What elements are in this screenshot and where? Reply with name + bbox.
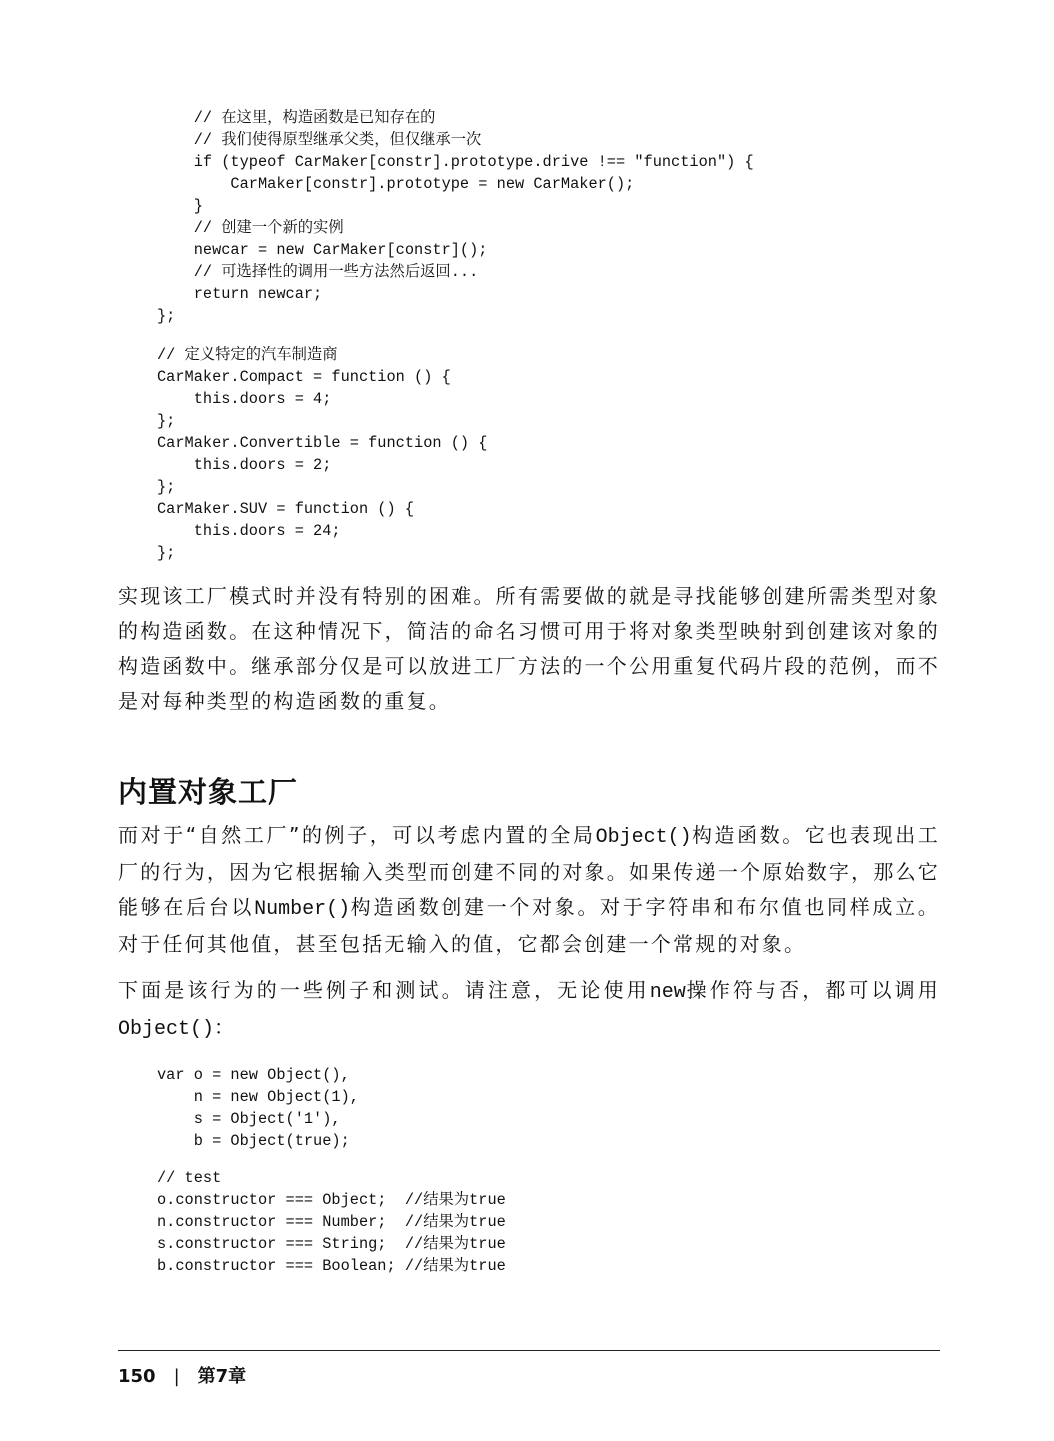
text: 下面是该行为的一些例子和测试。请注意，无论使用: [118, 978, 650, 1002]
code-line: CarMaker[constr].prototype = new CarMaker();: [157, 175, 635, 193]
code-line: // 可选择性的调用一些方法然后返回...: [157, 263, 479, 281]
code-line: };: [157, 307, 176, 325]
code-line: // 创建一个新的实例: [157, 219, 344, 237]
code-line: o.constructor === Object; //结果为true: [157, 1191, 506, 1209]
code-line: CarMaker.SUV = function () {: [157, 500, 415, 518]
code-line: CarMaker.Convertible = function () {: [157, 434, 488, 452]
paragraph-object-factory: [118, 818, 940, 962]
text: ：: [214, 1015, 237, 1039]
code-line: s.constructor === String; //结果为true: [157, 1235, 506, 1253]
chapter-label: 第7章: [197, 1366, 247, 1387]
code-line: var o = new Object(),: [157, 1066, 350, 1084]
code-line: // test: [157, 1169, 222, 1187]
code-line: s = Object('1'),: [157, 1110, 341, 1128]
page-number: 150: [118, 1366, 156, 1387]
code-line: return newcar;: [157, 285, 323, 303]
code-block-object-examples: [157, 1064, 359, 1152]
section-heading: 内置对象工厂: [118, 775, 299, 809]
code-line: b = Object(true);: [157, 1132, 350, 1150]
code-line: }: [157, 197, 203, 215]
text: 而对于“自然工厂”的例子，可以考虑内置的全局: [118, 823, 596, 847]
code-line: };: [157, 544, 176, 562]
code-line: n.constructor === Number; //结果为true: [157, 1213, 506, 1231]
text: 操作符与否，都可以调用: [685, 978, 940, 1002]
text: 构造函数创建一个对象。对于字符串和布尔值也同样成立。对于任何其他值，甚至包括无输入的值，它都会创建一个常规的对象。: [118, 895, 940, 956]
code-line: this.doors = 24;: [157, 522, 341, 540]
code-line: if (typeof CarMaker[constr].prototype.drive !== "function") {: [157, 153, 754, 171]
text: 构造函数。它也表现出工厂的行为，因为它根据输入类型而创建不同的对象。如果传递一个原始数字，那么它能够在后台以: [118, 823, 940, 919]
code-line: CarMaker.Compact = function () {: [157, 368, 451, 386]
code-line: this.doors = 4;: [157, 390, 332, 408]
inline-code: Object(): [118, 1018, 215, 1041]
code-line: };: [157, 412, 176, 430]
code-block-factory-method: [157, 107, 754, 327]
footer-divider: [118, 1350, 940, 1351]
code-line: n = new Object(1),: [157, 1088, 359, 1106]
inline-code: new: [649, 981, 686, 1004]
code-block-car-makers: [157, 344, 487, 564]
paragraph-examples-intro: [118, 973, 940, 1047]
code-block-constructor-tests: [157, 1167, 506, 1277]
code-line: this.doors = 2;: [157, 456, 332, 474]
code-line: // 我们使得原型继承父类，但仅继承一次: [157, 131, 482, 149]
code-line: // 在这里，构造函数是已知存在的: [157, 109, 436, 127]
paragraph-factory-explanation: 实现该工厂模式时并没有特别的困难。所有需要做的就是寻找能够创建所需类型对象的构造函数。在这种情况下，简洁的命名习惯可用于将对象类型映射到创建该对象的构造函数中。继承部分仅是可以放进工厂方法的一个公用重复代码片段的范例，而不是对每种类型的构造函数的重复。: [118, 584, 940, 713]
code-line: b.constructor === Boolean; //结果为true: [157, 1257, 506, 1275]
code-line: // 定义特定的汽车制造商: [157, 346, 338, 364]
page-footer: [118, 1362, 246, 1388]
inline-code: Object(): [595, 826, 692, 849]
code-line: newcar = new CarMaker[constr]();: [157, 241, 488, 259]
inline-code: Number(): [254, 898, 351, 921]
footer-separator: |: [173, 1366, 180, 1387]
code-line: };: [157, 478, 176, 496]
